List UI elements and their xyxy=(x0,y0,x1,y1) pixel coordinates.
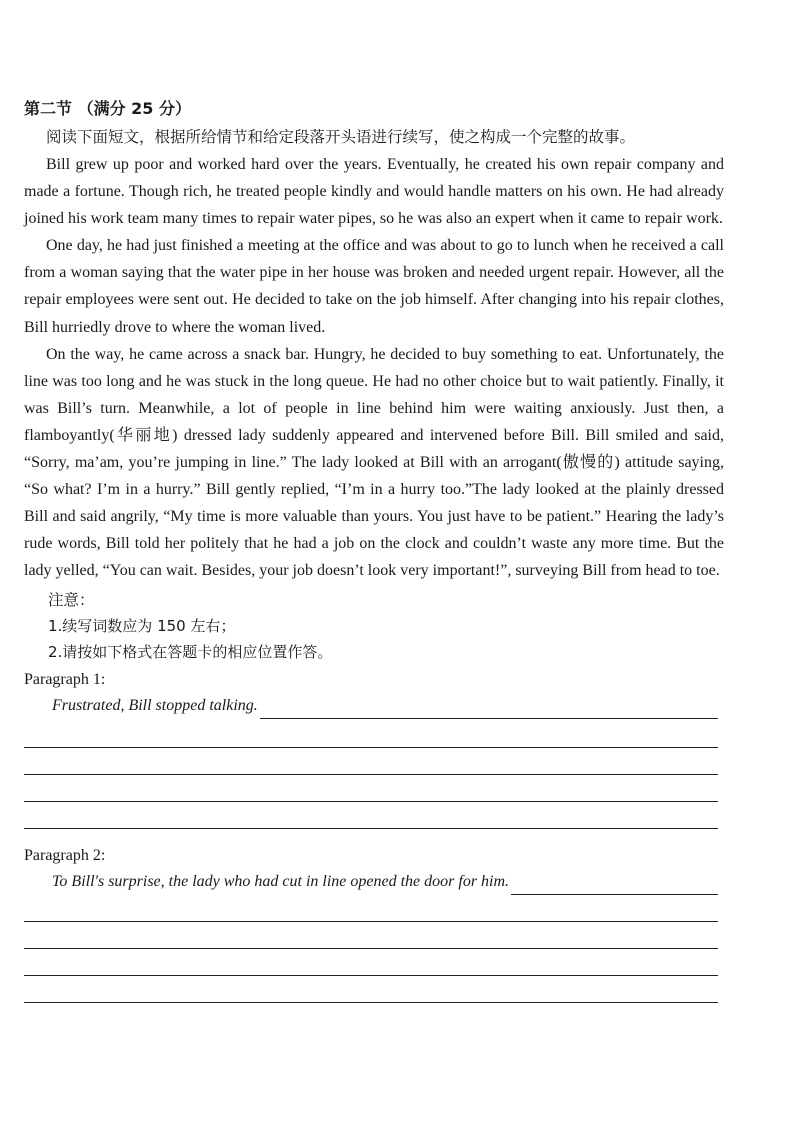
answer-line[interactable] xyxy=(24,775,718,802)
answer-line[interactable] xyxy=(24,922,718,949)
answer-line[interactable] xyxy=(24,719,718,748)
note-item: 1.续写词数应为 150 左右； xyxy=(48,616,236,635)
paragraph1-answer-lines xyxy=(24,719,724,829)
answer-line[interactable] xyxy=(24,802,718,829)
exam-page xyxy=(24,96,724,1003)
story-paragraph: On the way, he came across a snack bar. Hungry, he decided to buy something to eat. Unfortunately, the line was too long and he was stuck in the long queue. He had no other choice but to wait patiently. Finally, it was Bill’s turn. Meanwhile, a lot of people in line behind him were waiting anxiously. Just then, a flamboyantly(华丽地) dressed lady suddenly appeared and intervened before Bill. Bill smiled and said, “Sorry, ma’am, you’re jumping in line.” The lady looked at Bill with an arrogant(傲慢的) attitude saying, “So what? I’m in a hurry.” Bill gently replied, “I’m in a hurry too.”The lady looked at the plainly dressed Bill and said angrily, “My time is more valuable than yours. You just have to be patient.” Hearing the lady’s rude words, Bill told her politely that he had a job on the clock and couldn’t waste any more time. But the lady yelled, “You can wait. Besides, your job doesn’t look very important!”, surveying Bill from head to toe. xyxy=(24,345,724,580)
answer-line[interactable] xyxy=(24,949,718,976)
answer-line[interactable] xyxy=(24,976,718,1003)
instruction-text: 阅读下面短文，根据所给情节和给定段落开头语进行续写，使之构成一个完整的故事。 xyxy=(46,128,636,146)
paragraph1-starter: Frustrated, Bill stopped talking. xyxy=(52,696,258,714)
answer-line[interactable] xyxy=(24,895,718,922)
story-text xyxy=(24,151,724,585)
section-title: 第二节 （满分 25 分） xyxy=(24,99,191,118)
paragraph2-label: Paragraph 2: xyxy=(24,846,106,864)
paragraph1-label: Paragraph 1: xyxy=(24,670,106,688)
story-paragraph: One day, he had just finished a meeting at the office and was about to go to lunch when he received a call from a woman saying that the water pipe in her house was broken and needed urgent repair. However, all the repair employees were sent out. He decided to take on the job himself. After changing into his repair clothes, Bill hurriedly drove to where the woman lived. xyxy=(24,237,724,336)
notes-title: 注意： xyxy=(48,590,95,609)
answer-line[interactable] xyxy=(24,748,718,775)
story-paragraph: Bill grew up poor and worked hard over the years. Eventually, he created his own repair company and made a fortune. Though rich, he treated people kindly and would handle matters on his own. He had already joined his work team many times to repair water pipes, so he was also an expert when it came to repair work. xyxy=(24,156,724,228)
answer-blank[interactable] xyxy=(511,876,718,895)
paragraph2-starter: To Bill's surprise, the lady who had cut in line opened the door for him. xyxy=(52,872,510,890)
note-item: 2.请按如下格式在答题卡的相应位置作答。 xyxy=(48,642,333,661)
answer-blank[interactable] xyxy=(260,700,718,719)
paragraph2-starter-line xyxy=(24,869,724,895)
paragraph1-starter-line xyxy=(24,693,724,719)
paragraph2-answer-lines xyxy=(24,895,724,1003)
